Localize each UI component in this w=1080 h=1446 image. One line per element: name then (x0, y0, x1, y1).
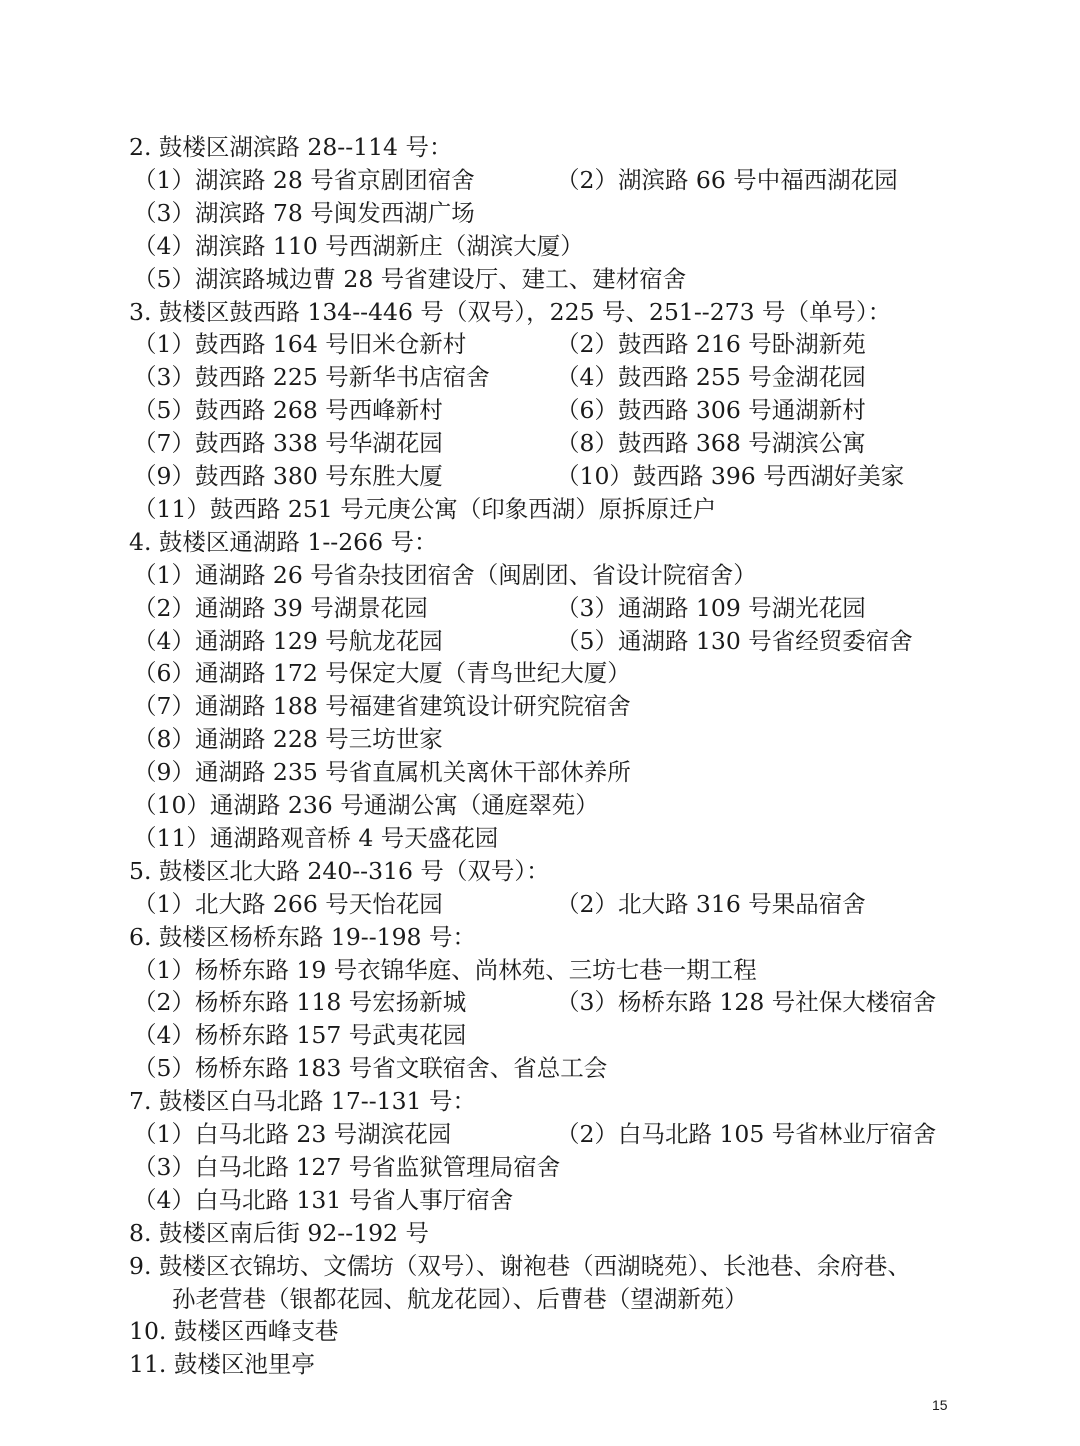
section-heading: 5. 鼓楼区北大路 240--316 号（双号）： (129, 856, 550, 885)
list-item: （3）鼓西路 225 号新华书店宿舍 (133, 363, 490, 392)
list-item: （4）湖滨路 110 号西湖新庄（湖滨大厦） (133, 231, 584, 260)
section-heading: 3. 鼓楼区鼓西路 134--446 号（双号），225 号、251--273 号（单号）： (129, 297, 892, 326)
section-heading: 11. 鼓楼区池里亭 (129, 1350, 315, 1379)
list-item: （10）鼓西路 396 号西湖好美家 (556, 462, 905, 490)
list-item: （4）杨桥东路 157 号武夷花园 (133, 1021, 467, 1050)
list-item: （2）北大路 316 号果品宿舍 (556, 889, 866, 918)
page-number: 15 (932, 1397, 948, 1413)
list-item: （2）白马北路 105 号省林业厅宿舍 (556, 1120, 937, 1148)
list-item: （11）通湖路观音桥 4 号天盛花园 (133, 823, 499, 852)
section-heading: 2. 鼓楼区湖滨路 28--114 号： (129, 133, 453, 161)
list-item: （9）鼓西路 380 号东胜大厦 (133, 462, 443, 490)
list-item: （7）通湖路 188 号福建省建筑设计研究院宿舍 (133, 692, 631, 721)
list-item: （4）白马北路 131 号省人事厅宿舍 (133, 1185, 514, 1214)
section-heading: 6. 鼓楼区杨桥东路 19--198 号： (129, 922, 476, 951)
list-item: （1）鼓西路 164 号旧米仓新村 (133, 330, 467, 359)
list-item: （6）通湖路 172 号保定大厦（青鸟世纪大厦） (133, 659, 631, 688)
list-item: （1）北大路 266 号天怡花园 (133, 889, 443, 918)
list-item: （6）鼓西路 306 号通湖新村 (556, 396, 866, 425)
list-item: （2）通湖路 39 号湖景花园 (133, 593, 428, 622)
list-item: （9）通湖路 235 号省直属机关离休干部休养所 (133, 758, 631, 787)
section-heading: 9. 鼓楼区衣锦坊、文儒坊（双号）、谢袍巷（西湖晓苑）、长池巷、余府巷、 (129, 1251, 911, 1280)
list-item: （1）白马北路 23 号湖滨花园 (133, 1120, 452, 1148)
section-heading: 10. 鼓楼区西峰支巷 (129, 1317, 339, 1346)
list-item: （11）鼓西路 251 号元庚公寓（印象西湖）原拆原迁户 (133, 494, 717, 523)
list-item: （3）白马北路 127 号省监狱管理局宿舍 (133, 1152, 561, 1181)
list-item: （2）鼓西路 216 号卧湖新苑 (556, 330, 866, 359)
list-item: （1）杨桥东路 19 号衣锦华庭、尚林苑、三坊七巷一期工程 (133, 955, 757, 984)
list-item: （5）鼓西路 268 号西峰新村 (133, 396, 443, 425)
list-item: （8）鼓西路 368 号湖滨公寓 (556, 429, 866, 458)
list-item: （1）湖滨路 28 号省京剧团宿舍 (133, 165, 475, 194)
section-heading-continuation: 孙老营巷（银都花园、航龙花园）、后曹巷（望湖新苑） (172, 1284, 748, 1313)
list-item: （1）通湖路 26 号省杂技团宿舍（闽剧团、省设计院宿舍） (133, 560, 757, 589)
section-heading: 4. 鼓楼区通湖路 1--266 号： (129, 527, 438, 556)
list-item: （2）杨桥东路 118 号宏扬新城 (133, 988, 467, 1017)
list-item: （5）杨桥东路 183 号省文联宿舍、省总工会 (133, 1054, 608, 1083)
list-item: （3）杨桥东路 128 号社保大楼宿舍 (556, 988, 937, 1017)
list-item: （5）湖滨路城边曹 28 号省建设厅、建工、建材宿舍 (133, 264, 687, 293)
list-item: （4）通湖路 129 号航龙花园 (133, 626, 443, 655)
list-item: （3）湖滨路 78 号闽发西湖广场 (133, 198, 475, 227)
list-item: （2）湖滨路 66 号中福西湖花园 (556, 165, 898, 194)
list-item: （8）通湖路 228 号三坊世家 (133, 725, 443, 754)
list-item: （7）鼓西路 338 号华湖花园 (133, 429, 443, 458)
section-heading: 7. 鼓楼区白马北路 17--131 号： (129, 1087, 476, 1116)
list-item: （3）通湖路 109 号湖光花园 (556, 593, 866, 622)
list-item: （10）通湖路 236 号通湖公寓（通庭翠苑） (133, 791, 599, 819)
list-item: （5）通湖路 130 号省经贸委宿舍 (556, 626, 913, 655)
list-item: （4）鼓西路 255 号金湖花园 (556, 363, 866, 392)
section-heading: 8. 鼓楼区南后街 92--192 号 (129, 1218, 429, 1247)
